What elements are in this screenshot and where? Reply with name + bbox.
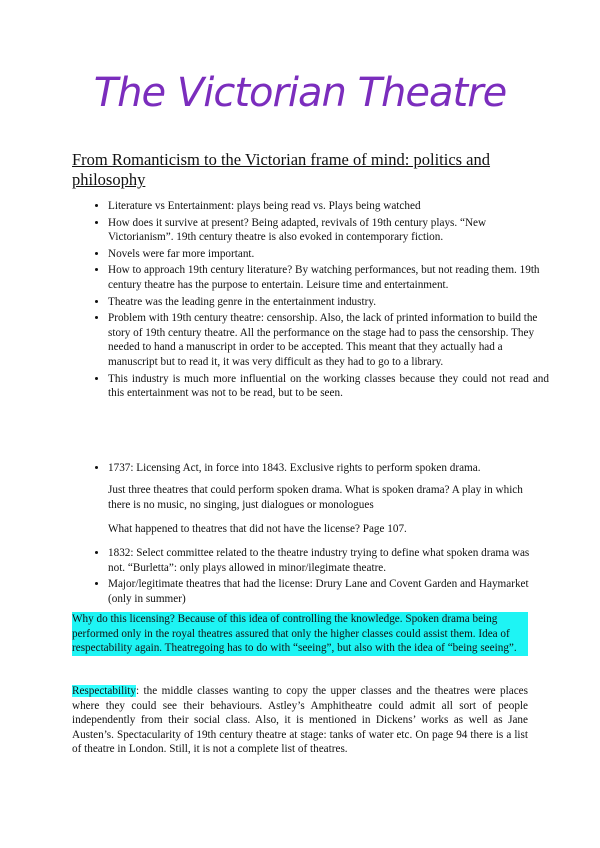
bullet-list-committee [72, 546, 549, 608]
list-item: • Theatre was the leading genre in the entertainment industry. [108, 295, 549, 310]
highlighted-paragraph-licensing-reason: Why do this licensing? Because of this idea of controlling the knowledge. Spoken drama being performed only in the royal theatres assured that only the higher classes could assist them. Idea of respectability again. Theatregoing has to do with “seeing”, but also with the idea of “being seeing”. [72, 612, 528, 656]
list-item: • Novels were far more important. [108, 247, 549, 262]
bullet-list-licensing [72, 461, 549, 478]
paragraph-spoken-drama: Just three theatres that could perform spoken drama. What is spoken drama? A play in which there is no music, no singing, just dialogues or monologues [108, 484, 523, 511]
paragraph-license-question: What happened to theatres that did not have the license? Page 107. [108, 523, 407, 535]
list-item: • Literature vs Entertainment: plays being read vs. Plays being watched [108, 199, 549, 214]
list-item: • 1832: Select committee related to the theatre industry trying to define what spoken drama was not. “Burletta”: only plays allowed in minor/ilegimate theatre. [108, 546, 549, 575]
document-title: The Victorian Theatre [93, 70, 507, 116]
list-item: • Major/legitimate theatres that had the license: Drury Lane and Covent Garden and Haymarket (only in summer) [108, 577, 549, 606]
list-item: • Problem with 19th century theatre: censorship. Also, the lack of printed information to build the story of 19th century theatre. All the performance on the stage had to pass the censorship. They needed to hand a manuscript in order to be accepted. This meant that they actually had a manuscript but to read it, it was very difficult as they had to go to a library. [108, 311, 549, 369]
section-heading: From Romanticism to the Victorian frame of mind: politics and philosophy [72, 150, 491, 189]
respectability-label: Respectability [72, 685, 137, 697]
list-item: • This industry is much more influential on the working classes because they could not read and this entertainment was not to be read, but to be seen. [108, 372, 549, 401]
respectability-text: : the middle classes wanting to copy the upper classes and the theatres were places where they could see their behaviours. Astley’s Amphitheatre could admit all sort of people independently from their social class. Also, it is mentioned in Dickens’ works as well as Jane Austen’s. Spectacularity of 19th century theatre at stage: tanks of water etc. On page 94 there is a list of theatre in London. Still, it is not a complete list of theatres. [72, 685, 528, 756]
list-item: • How does it survive at present? Being adapted, revivals of 19th century plays. “New Victorianism”. 19th century theatre is also evoked in contemporary fiction. [108, 216, 549, 245]
paragraph-respectability [72, 684, 528, 757]
list-item: • 1737: Licensing Act, in force into 1843. Exclusive rights to perform spoken drama. [108, 461, 549, 476]
bullet-list-intro [72, 199, 549, 403]
list-item: • How to approach 19th century literature? By watching performances, but not reading them. 19th century theatre has the purpose to entertain. Leisure time and entertainment. [108, 263, 549, 292]
